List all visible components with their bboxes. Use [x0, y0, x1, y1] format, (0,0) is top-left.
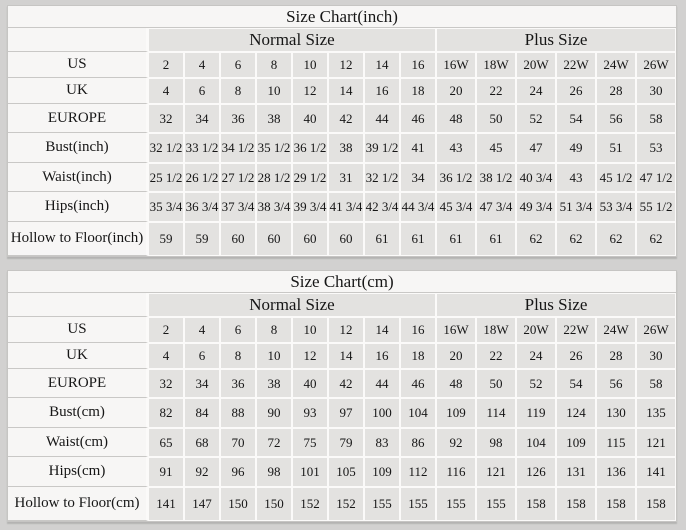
cell-value: 155	[476, 487, 516, 521]
cell-value: 40 3/4	[516, 163, 556, 192]
cell-value: 26W	[636, 317, 676, 343]
cell-value: 53	[636, 133, 676, 163]
group-header-plus-size: Plus Size	[436, 293, 676, 317]
cell-value: 38	[256, 369, 292, 398]
cell-value: 34	[184, 369, 220, 398]
cell-value: 124	[556, 398, 596, 428]
cell-value: 42 3/4	[364, 192, 400, 222]
cell-value: 158	[516, 487, 556, 521]
row-label: Bust(cm)	[8, 398, 148, 428]
cell-value: 35 1/2	[256, 133, 292, 163]
cell-value: 24	[516, 78, 556, 104]
cell-value: 130	[596, 398, 636, 428]
cell-value: 6	[220, 52, 256, 78]
cell-value: 35 3/4	[148, 192, 184, 222]
table-row	[8, 487, 676, 521]
cell-value: 16	[364, 78, 400, 104]
cell-value: 22	[476, 78, 516, 104]
cell-value: 12	[292, 78, 328, 104]
row-label: Waist(cm)	[8, 428, 148, 457]
cell-value: 2	[148, 317, 184, 343]
table-row	[8, 104, 676, 133]
cell-value: 79	[328, 428, 364, 457]
cell-value: 32	[148, 104, 184, 133]
cell-value: 10	[256, 78, 292, 104]
cell-value: 8	[220, 78, 256, 104]
cell-value: 27 1/2	[220, 163, 256, 192]
cell-value: 8	[220, 343, 256, 369]
cell-value: 65	[148, 428, 184, 457]
row-label: Hips(cm)	[8, 457, 148, 487]
cell-value: 155	[364, 487, 400, 521]
cell-value: 109	[556, 428, 596, 457]
cell-value: 12	[328, 52, 364, 78]
cell-value: 52	[516, 369, 556, 398]
cell-value: 98	[476, 428, 516, 457]
cell-value: 8	[256, 52, 292, 78]
cell-value: 26W	[636, 52, 676, 78]
cell-value: 2	[148, 52, 184, 78]
cell-value: 83	[364, 428, 400, 457]
cell-value: 14	[364, 317, 400, 343]
cell-value: 36 1/2	[292, 133, 328, 163]
cell-value: 62	[516, 222, 556, 256]
cell-value: 6	[184, 343, 220, 369]
cell-value: 45 1/2	[596, 163, 636, 192]
row-label: US	[8, 52, 148, 78]
group-header-plus-size: Plus Size	[436, 28, 676, 52]
cell-value: 61	[476, 222, 516, 256]
row-label: UK	[8, 78, 148, 104]
cell-value: 16	[400, 317, 436, 343]
cell-value: 4	[148, 343, 184, 369]
size-chart-cm-table	[7, 270, 677, 522]
cell-value: 88	[220, 398, 256, 428]
cell-value: 59	[148, 222, 184, 256]
title-row	[8, 6, 676, 28]
cell-value: 47 1/2	[636, 163, 676, 192]
cell-value: 14	[364, 52, 400, 78]
cell-value: 115	[596, 428, 636, 457]
cell-value: 152	[292, 487, 328, 521]
cell-value: 10	[292, 317, 328, 343]
cell-value: 141	[636, 457, 676, 487]
cell-value: 32	[148, 369, 184, 398]
cell-value: 34 1/2	[220, 133, 256, 163]
cell-value: 58	[636, 369, 676, 398]
table-row	[8, 133, 676, 163]
cell-value: 155	[436, 487, 476, 521]
cell-value: 58	[636, 104, 676, 133]
cell-value: 16W	[436, 317, 476, 343]
title-row	[8, 271, 676, 293]
cell-value: 150	[256, 487, 292, 521]
cell-value: 44	[364, 104, 400, 133]
cell-value: 38 1/2	[476, 163, 516, 192]
table-row	[8, 317, 676, 343]
cell-value: 48	[436, 104, 476, 133]
cell-value: 46	[400, 104, 436, 133]
cell-value: 43	[436, 133, 476, 163]
cell-value: 49	[556, 133, 596, 163]
cell-value: 60	[292, 222, 328, 256]
cell-value: 131	[556, 457, 596, 487]
table-row	[8, 398, 676, 428]
cell-value: 56	[596, 104, 636, 133]
cell-value: 4	[184, 52, 220, 78]
cell-value: 24	[516, 343, 556, 369]
cell-value: 54	[556, 369, 596, 398]
cell-value: 14	[328, 78, 364, 104]
cell-value: 62	[556, 222, 596, 256]
cell-value: 152	[328, 487, 364, 521]
row-label: UK	[8, 343, 148, 369]
cell-value: 6	[220, 317, 256, 343]
cell-value: 34	[184, 104, 220, 133]
corner-cell	[8, 293, 148, 317]
cell-value: 62	[596, 222, 636, 256]
row-label: EUROPE	[8, 369, 148, 398]
cell-value: 22	[476, 343, 516, 369]
cell-value: 18W	[476, 52, 516, 78]
group-header-normal-size: Normal Size	[148, 28, 436, 52]
cell-value: 135	[636, 398, 676, 428]
cell-value: 92	[184, 457, 220, 487]
group-header-row	[8, 28, 676, 52]
cell-value: 10	[256, 343, 292, 369]
row-label: Hips(inch)	[8, 192, 148, 222]
cell-value: 45	[476, 133, 516, 163]
cell-value: 84	[184, 398, 220, 428]
row-label: Bust(inch)	[8, 133, 148, 163]
cell-value: 97	[328, 398, 364, 428]
cell-value: 109	[436, 398, 476, 428]
cell-value: 92	[436, 428, 476, 457]
cell-value: 55 1/2	[636, 192, 676, 222]
cell-value: 96	[220, 457, 256, 487]
size-chart-inch-table	[7, 5, 677, 257]
cell-value: 4	[148, 78, 184, 104]
cell-value: 49 3/4	[516, 192, 556, 222]
cell-value: 75	[292, 428, 328, 457]
cell-value: 38	[328, 133, 364, 163]
cell-value: 70	[220, 428, 256, 457]
cell-value: 26	[556, 343, 596, 369]
table-row	[8, 369, 676, 398]
cell-value: 14	[328, 343, 364, 369]
cell-value: 10	[292, 52, 328, 78]
cell-value: 54	[556, 104, 596, 133]
cell-value: 50	[476, 104, 516, 133]
cell-value: 119	[516, 398, 556, 428]
cell-value: 44 3/4	[400, 192, 436, 222]
cell-value: 61	[436, 222, 476, 256]
cell-value: 51	[596, 133, 636, 163]
cell-value: 121	[476, 457, 516, 487]
cell-value: 38 3/4	[256, 192, 292, 222]
cell-value: 16	[400, 52, 436, 78]
cell-value: 48	[436, 369, 476, 398]
cell-value: 91	[148, 457, 184, 487]
cell-value: 105	[328, 457, 364, 487]
cell-value: 36 3/4	[184, 192, 220, 222]
cell-value: 147	[184, 487, 220, 521]
cell-value: 36 1/2	[436, 163, 476, 192]
cell-value: 30	[636, 78, 676, 104]
cell-value: 50	[476, 369, 516, 398]
cell-value: 20	[436, 78, 476, 104]
cell-value: 31	[328, 163, 364, 192]
cell-value: 39 3/4	[292, 192, 328, 222]
cell-value: 90	[256, 398, 292, 428]
cell-value: 47	[516, 133, 556, 163]
cell-value: 24W	[596, 317, 636, 343]
cell-value: 104	[516, 428, 556, 457]
cell-value: 112	[400, 457, 436, 487]
table-row	[8, 222, 676, 256]
cell-value: 104	[400, 398, 436, 428]
cell-value: 86	[400, 428, 436, 457]
cell-value: 16	[364, 343, 400, 369]
cell-value: 18	[400, 343, 436, 369]
cell-value: 155	[400, 487, 436, 521]
table-row	[8, 343, 676, 369]
cell-value: 60	[256, 222, 292, 256]
cell-value: 34	[400, 163, 436, 192]
cell-value: 12	[328, 317, 364, 343]
cell-value: 26	[556, 78, 596, 104]
group-header-row	[8, 293, 676, 317]
cell-value: 47 3/4	[476, 192, 516, 222]
cell-value: 68	[184, 428, 220, 457]
cell-value: 32 1/2	[148, 133, 184, 163]
cell-value: 61	[364, 222, 400, 256]
row-label: Hollow to Floor(inch)	[8, 222, 148, 256]
cell-value: 39 1/2	[364, 133, 400, 163]
cell-value: 25 1/2	[148, 163, 184, 192]
cell-value: 38	[256, 104, 292, 133]
cell-value: 18W	[476, 317, 516, 343]
cell-value: 12	[292, 343, 328, 369]
table-row	[8, 192, 676, 222]
cell-value: 116	[436, 457, 476, 487]
cell-value: 98	[256, 457, 292, 487]
cell-value: 100	[364, 398, 400, 428]
cell-value: 20W	[516, 52, 556, 78]
cell-value: 28 1/2	[256, 163, 292, 192]
cell-value: 40	[292, 104, 328, 133]
cell-value: 72	[256, 428, 292, 457]
cell-value: 29 1/2	[292, 163, 328, 192]
table-row	[8, 78, 676, 104]
cell-value: 93	[292, 398, 328, 428]
cell-value: 121	[636, 428, 676, 457]
cell-value: 126	[516, 457, 556, 487]
cell-value: 18	[400, 78, 436, 104]
cell-value: 33 1/2	[184, 133, 220, 163]
cell-value: 20W	[516, 317, 556, 343]
cell-value: 41	[400, 133, 436, 163]
cell-value: 62	[636, 222, 676, 256]
cell-value: 20	[436, 343, 476, 369]
corner-cell	[8, 28, 148, 52]
cell-value: 41 3/4	[328, 192, 364, 222]
cell-value: 136	[596, 457, 636, 487]
cell-value: 158	[596, 487, 636, 521]
group-header-normal-size: Normal Size	[148, 293, 436, 317]
cell-value: 37 3/4	[220, 192, 256, 222]
cell-value: 158	[556, 487, 596, 521]
cell-value: 44	[364, 369, 400, 398]
cell-value: 51 3/4	[556, 192, 596, 222]
cell-value: 56	[596, 369, 636, 398]
row-label: EUROPE	[8, 104, 148, 133]
cell-value: 8	[256, 317, 292, 343]
table-row	[8, 163, 676, 192]
cell-value: 40	[292, 369, 328, 398]
table-row	[8, 457, 676, 487]
cell-value: 46	[400, 369, 436, 398]
cell-value: 45 3/4	[436, 192, 476, 222]
cell-value: 22W	[556, 317, 596, 343]
cell-value: 42	[328, 104, 364, 133]
cell-value: 28	[596, 343, 636, 369]
cell-value: 150	[220, 487, 256, 521]
table-row	[8, 52, 676, 78]
table-title: Size Chart(inch)	[8, 6, 676, 28]
cell-value: 53 3/4	[596, 192, 636, 222]
cell-value: 60	[220, 222, 256, 256]
row-label: US	[8, 317, 148, 343]
cell-value: 26 1/2	[184, 163, 220, 192]
table-title: Size Chart(cm)	[8, 271, 676, 293]
cell-value: 141	[148, 487, 184, 521]
cell-value: 24W	[596, 52, 636, 78]
row-label: Waist(inch)	[8, 163, 148, 192]
cell-value: 16W	[436, 52, 476, 78]
cell-value: 6	[184, 78, 220, 104]
cell-value: 61	[400, 222, 436, 256]
cell-value: 82	[148, 398, 184, 428]
table-row	[8, 428, 676, 457]
cell-value: 32 1/2	[364, 163, 400, 192]
cell-value: 158	[636, 487, 676, 521]
cell-value: 4	[184, 317, 220, 343]
cell-value: 30	[636, 343, 676, 369]
cell-value: 43	[556, 163, 596, 192]
cell-value: 59	[184, 222, 220, 256]
cell-value: 109	[364, 457, 400, 487]
cell-value: 36	[220, 369, 256, 398]
cell-value: 114	[476, 398, 516, 428]
cell-value: 28	[596, 78, 636, 104]
cell-value: 36	[220, 104, 256, 133]
row-label: Hollow to Floor(cm)	[8, 487, 148, 521]
cell-value: 101	[292, 457, 328, 487]
cell-value: 22W	[556, 52, 596, 78]
cell-value: 60	[328, 222, 364, 256]
cell-value: 52	[516, 104, 556, 133]
cell-value: 42	[328, 369, 364, 398]
